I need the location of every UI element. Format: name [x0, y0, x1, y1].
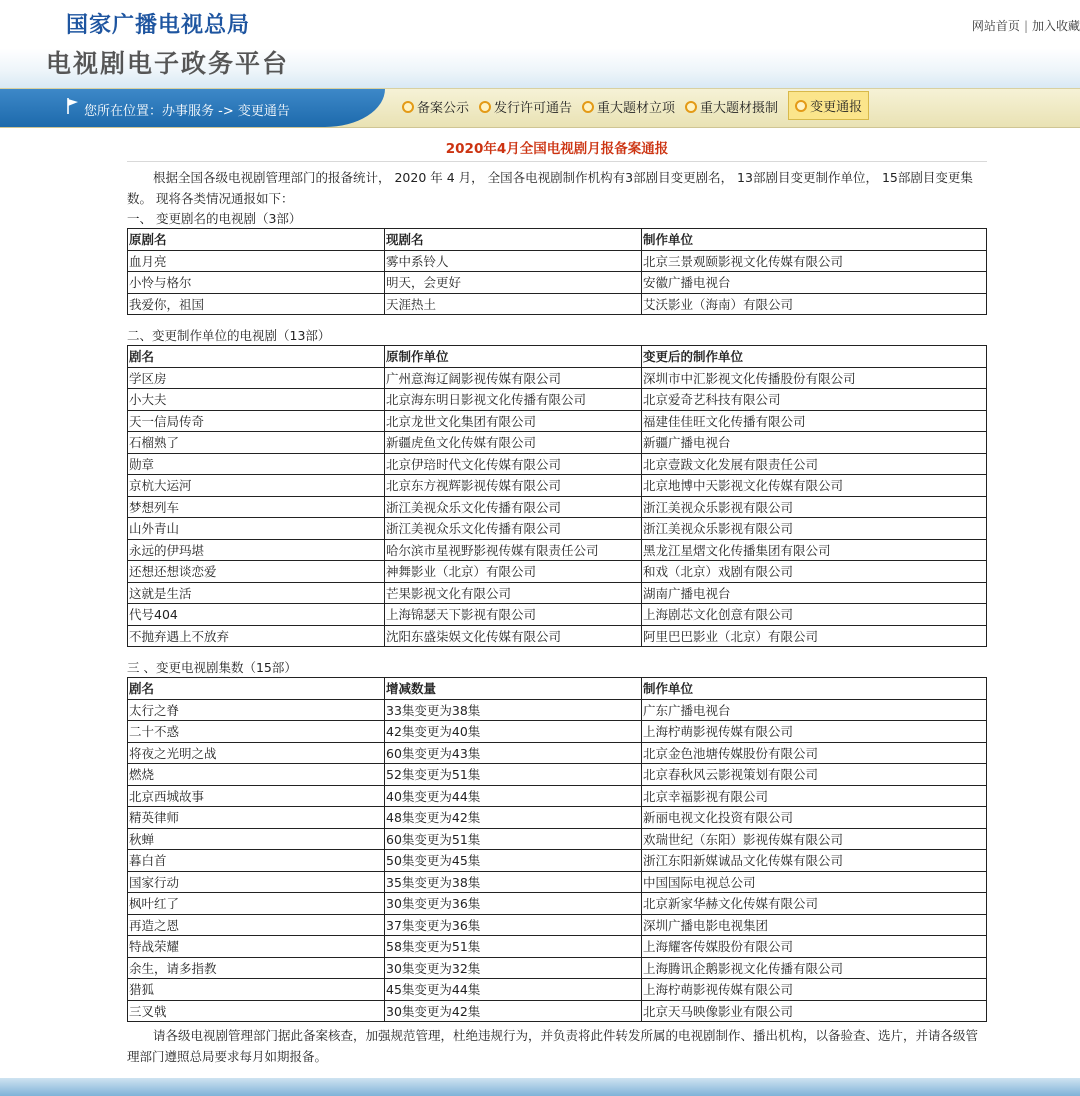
table-cell: 小怜与格尔: [128, 272, 385, 294]
table-cell: 艾沃影业（海南）有限公司: [642, 293, 987, 315]
table-row: [128, 699, 987, 721]
column-header: 原制作单位: [385, 346, 642, 368]
table-row: [128, 957, 987, 979]
table-cell: 上海腾讯企鹅影视文化传播有限公司: [642, 957, 987, 979]
table-cell: 北京海东明日影视文化传播有限公司: [385, 389, 642, 411]
table-row: [128, 496, 987, 518]
table-cell: 42集变更为40集: [385, 721, 642, 743]
closing-paragraph: 请各级电视剧管理部门据此备案核查，加强规范管理，杜绝违规行为，并负责将此件转发所属的电视剧制作、播出机构，以备验查、选片，并请各级管理部门遵照总局要求每月如期报备。: [127, 1028, 979, 1064]
table-cell: 特战荣耀: [128, 936, 385, 958]
table-row: [128, 742, 987, 764]
breadcrumb: [0, 89, 385, 127]
org-name: 国家广播电视总局: [66, 12, 251, 38]
table-cell: 50集变更为45集: [385, 850, 642, 872]
table-cell: 余生，请多指教: [128, 957, 385, 979]
home-link[interactable]: 网站首页: [971, 19, 1020, 33]
table-cell: 30集变更为42集: [385, 1000, 642, 1022]
table-cell: 暮白首: [128, 850, 385, 872]
table-cell: 猎狐: [128, 979, 385, 1001]
table-row: [128, 518, 987, 540]
table-row: [128, 410, 987, 432]
bullet-icon: [685, 101, 697, 113]
table-cell: 芒果影视文化有限公司: [385, 582, 642, 604]
link-separator: |: [1023, 19, 1028, 33]
table-row: [128, 721, 987, 743]
rename-table: [127, 228, 987, 315]
table-header-row: [128, 229, 987, 251]
table-row: [128, 807, 987, 829]
table-cell: 燃烧: [128, 764, 385, 786]
table-cell: 勋章: [128, 453, 385, 475]
flag-icon: [66, 97, 80, 119]
table-cell: 37集变更为36集: [385, 914, 642, 936]
table-cell: 33集变更为38集: [385, 699, 642, 721]
table-cell: 浙江美视众乐文化传播有限公司: [385, 518, 642, 540]
table-cell: 秋蝉: [128, 828, 385, 850]
table-cell: 国家行动: [128, 871, 385, 893]
nav-menu-label: 变更通报: [810, 100, 863, 115]
table-cell: 北京爱奇艺科技有限公司: [642, 389, 987, 411]
table-row: [128, 625, 987, 647]
table-cell: 35集变更为38集: [385, 871, 642, 893]
column-header: 制作单位: [642, 678, 987, 700]
column-header: 制作单位: [642, 229, 987, 251]
table-cell: 30集变更为36集: [385, 893, 642, 915]
table-cell: 神舞影业（北京）有限公司: [385, 561, 642, 583]
table-cell: 北京金色池塘传媒股份有限公司: [642, 742, 987, 764]
column-header: 原剧名: [128, 229, 385, 251]
table-row: [128, 475, 987, 497]
section-1-heading: 一、 变更剧名的电视剧（3部）: [127, 211, 302, 226]
table-cell: 三叉戟: [128, 1000, 385, 1022]
nav-menu-item[interactable]: [479, 97, 572, 116]
nav-menu-item[interactable]: [788, 91, 869, 120]
table-cell: 北京地博中天影视文化传媒有限公司: [642, 475, 987, 497]
table-cell: 58集变更为51集: [385, 936, 642, 958]
nav-bar: [0, 88, 1080, 128]
table-cell: 48集变更为42集: [385, 807, 642, 829]
table-cell: 福建佳佳旺文化传播有限公司: [642, 410, 987, 432]
table-cell: 上海耀客传媒股份有限公司: [642, 936, 987, 958]
table-cell: 阿里巴巴影业（北京）有限公司: [642, 625, 987, 647]
table-cell: 代号404: [128, 604, 385, 626]
table-cell: 广州意海辽阔影视传媒有限公司: [385, 367, 642, 389]
table-cell: 新疆广播电视台: [642, 432, 987, 454]
column-header: 变更后的制作单位: [642, 346, 987, 368]
intro-paragraph: 根据全国各级电视剧管理部门的报备统计， 2020 年 4 月， 全国各电视剧制作机构有3部剧目变更剧名， 13部剧目变更制作单位， 15部剧目变更集数。 现将各类情况通报如下：: [127, 170, 973, 206]
table-cell: 上海柠萌影视传媒有限公司: [642, 721, 987, 743]
table-cell: 欢瑞世纪（东阳）影视传媒有限公司: [642, 828, 987, 850]
table-cell: 40集变更为44集: [385, 785, 642, 807]
table-row: [128, 785, 987, 807]
table-row: [128, 764, 987, 786]
table-row: [128, 539, 987, 561]
nav-menu-label: 备案公示: [417, 101, 470, 116]
bookmark-link[interactable]: 加入收藏: [1031, 19, 1080, 33]
table-cell: 45集变更为44集: [385, 979, 642, 1001]
bullet-icon: [479, 101, 491, 113]
column-header: 剧名: [128, 678, 385, 700]
main-content: [127, 126, 987, 1067]
table-cell: 浙江东阳新媒诚品文化传媒有限公司: [642, 850, 987, 872]
table-cell: 中国国际电视总公司: [642, 871, 987, 893]
table-header-row: [128, 346, 987, 368]
nav-menu-item[interactable]: [402, 97, 469, 116]
table-cell: 北京龙世文化集团有限公司: [385, 410, 642, 432]
table-cell: 沈阳东盛柒娱文化传媒有限公司: [385, 625, 642, 647]
table-cell: 广东广播电视台: [642, 699, 987, 721]
table-row: [128, 561, 987, 583]
table-cell: 北京三景观颐影视文化传媒有限公司: [642, 250, 987, 272]
column-header: 现剧名: [385, 229, 642, 251]
nav-menu-label: 重大题材立项: [597, 101, 676, 116]
table-cell: 学区房: [128, 367, 385, 389]
table-cell: 新疆虎鱼文化传媒有限公司: [385, 432, 642, 454]
table-cell: 这就是生活: [128, 582, 385, 604]
table-cell: 梦想列车: [128, 496, 385, 518]
table-row: [128, 893, 987, 915]
table-cell: 上海剧芯文化创意有限公司: [642, 604, 987, 626]
table-cell: 山外青山: [128, 518, 385, 540]
table-cell: 北京伊琣时代文化传媒有限公司: [385, 453, 642, 475]
table-row: [128, 914, 987, 936]
table-row: [128, 850, 987, 872]
table-cell: 枫叶红了: [128, 893, 385, 915]
article-title: 2020年4月全国电视剧月报备案通报: [127, 126, 987, 162]
episode-change-table: [127, 677, 987, 1022]
table-cell: 京杭大运河: [128, 475, 385, 497]
table-cell: 明天，会更好: [385, 272, 642, 294]
table-cell: 新丽电视文化投资有限公司: [642, 807, 987, 829]
nav-menu-item[interactable]: [582, 97, 675, 116]
table-row: [128, 272, 987, 294]
table-cell: 将夜之光明之战: [128, 742, 385, 764]
nav-menu-label: 重大题材摄制: [700, 101, 779, 116]
table-cell: 北京天马映像影业有限公司: [642, 1000, 987, 1022]
table-cell: 石榴熟了: [128, 432, 385, 454]
table-cell: 还想还想谈恋爱: [128, 561, 385, 583]
nav-menu-label: 发行许可通告: [494, 101, 573, 116]
table-cell: 30集变更为32集: [385, 957, 642, 979]
table-cell: 52集变更为51集: [385, 764, 642, 786]
table-row: [128, 828, 987, 850]
bullet-icon: [795, 100, 807, 112]
breadcrumb-text: 您所在位置：办事服务 -> 变更通告: [84, 104, 290, 119]
table-cell: 北京壹跋文化发展有限责任公司: [642, 453, 987, 475]
table-cell: 二十不惑: [128, 721, 385, 743]
table-cell: 精英律师: [128, 807, 385, 829]
table-cell: 北京春秋风云影视策划有限公司: [642, 764, 987, 786]
table-cell: 安徽广播电视台: [642, 272, 987, 294]
table-cell: 浙江美视众乐影视有限公司: [642, 518, 987, 540]
table-row: [128, 453, 987, 475]
table-cell: 浙江美视众乐文化传播有限公司: [385, 496, 642, 518]
table-cell: 天一信局传奇: [128, 410, 385, 432]
platform-name: 电视剧电子政务平台: [46, 49, 290, 78]
table-row: [128, 582, 987, 604]
table-cell: 哈尔滨市星视野影视传媒有限责任公司: [385, 539, 642, 561]
table-cell: 小大夫: [128, 389, 385, 411]
table-cell: 60集变更为43集: [385, 742, 642, 764]
section-3-heading: 三 、变更电视剧集数（15部）: [127, 660, 297, 675]
table-row: [128, 871, 987, 893]
table-row: [128, 979, 987, 1001]
table-row: [128, 936, 987, 958]
bullet-icon: [402, 101, 414, 113]
table-row: [128, 367, 987, 389]
table-cell: 黑龙江星熠文化传播集团有限公司: [642, 539, 987, 561]
table-row: [128, 604, 987, 626]
column-header: 剧名: [128, 346, 385, 368]
nav-menu-item[interactable]: [685, 97, 778, 116]
table-cell: 深圳广播电影电视集团: [642, 914, 987, 936]
producer-change-table: [127, 345, 987, 647]
table-row: [128, 293, 987, 315]
table-cell: 血月亮: [128, 250, 385, 272]
table-cell: 北京幸福影视有限公司: [642, 785, 987, 807]
top-links: [972, 17, 1080, 34]
table-cell: 北京西城故事: [128, 785, 385, 807]
bottom-bar: [0, 1078, 1080, 1096]
bullet-icon: [582, 101, 594, 113]
nav-menu: [402, 97, 879, 120]
table-cell: 雾中系铃人: [385, 250, 642, 272]
table-row: [128, 1000, 987, 1022]
table-cell: 不抛弃遇上不放弃: [128, 625, 385, 647]
table-cell: 和戏（北京）戏剧有限公司: [642, 561, 987, 583]
table-cell: 我爱你，祖国: [128, 293, 385, 315]
table-cell: 深圳市中汇影视文化传播股份有限公司: [642, 367, 987, 389]
table-cell: 永远的伊玛堪: [128, 539, 385, 561]
table-cell: 北京东方视辉影视传媒有限公司: [385, 475, 642, 497]
site-header: [0, 0, 1080, 88]
table-cell: 北京新家华赫文化传媒有限公司: [642, 893, 987, 915]
table-cell: 上海柠萌影视传媒有限公司: [642, 979, 987, 1001]
table-cell: 上海锦瑟天下影视有限公司: [385, 604, 642, 626]
table-cell: 再造之恩: [128, 914, 385, 936]
column-header: 增减数量: [385, 678, 642, 700]
table-cell: 浙江美视众乐影视有限公司: [642, 496, 987, 518]
table-row: [128, 432, 987, 454]
table-cell: 湖南广播电视台: [642, 582, 987, 604]
table-row: [128, 389, 987, 411]
table-cell: 太行之脊: [128, 699, 385, 721]
section-2-heading: 二、变更制作单位的电视剧（13部）: [127, 328, 331, 343]
table-cell: 60集变更为51集: [385, 828, 642, 850]
table-header-row: [128, 678, 987, 700]
table-row: [128, 250, 987, 272]
table-cell: 天涯热土: [385, 293, 642, 315]
